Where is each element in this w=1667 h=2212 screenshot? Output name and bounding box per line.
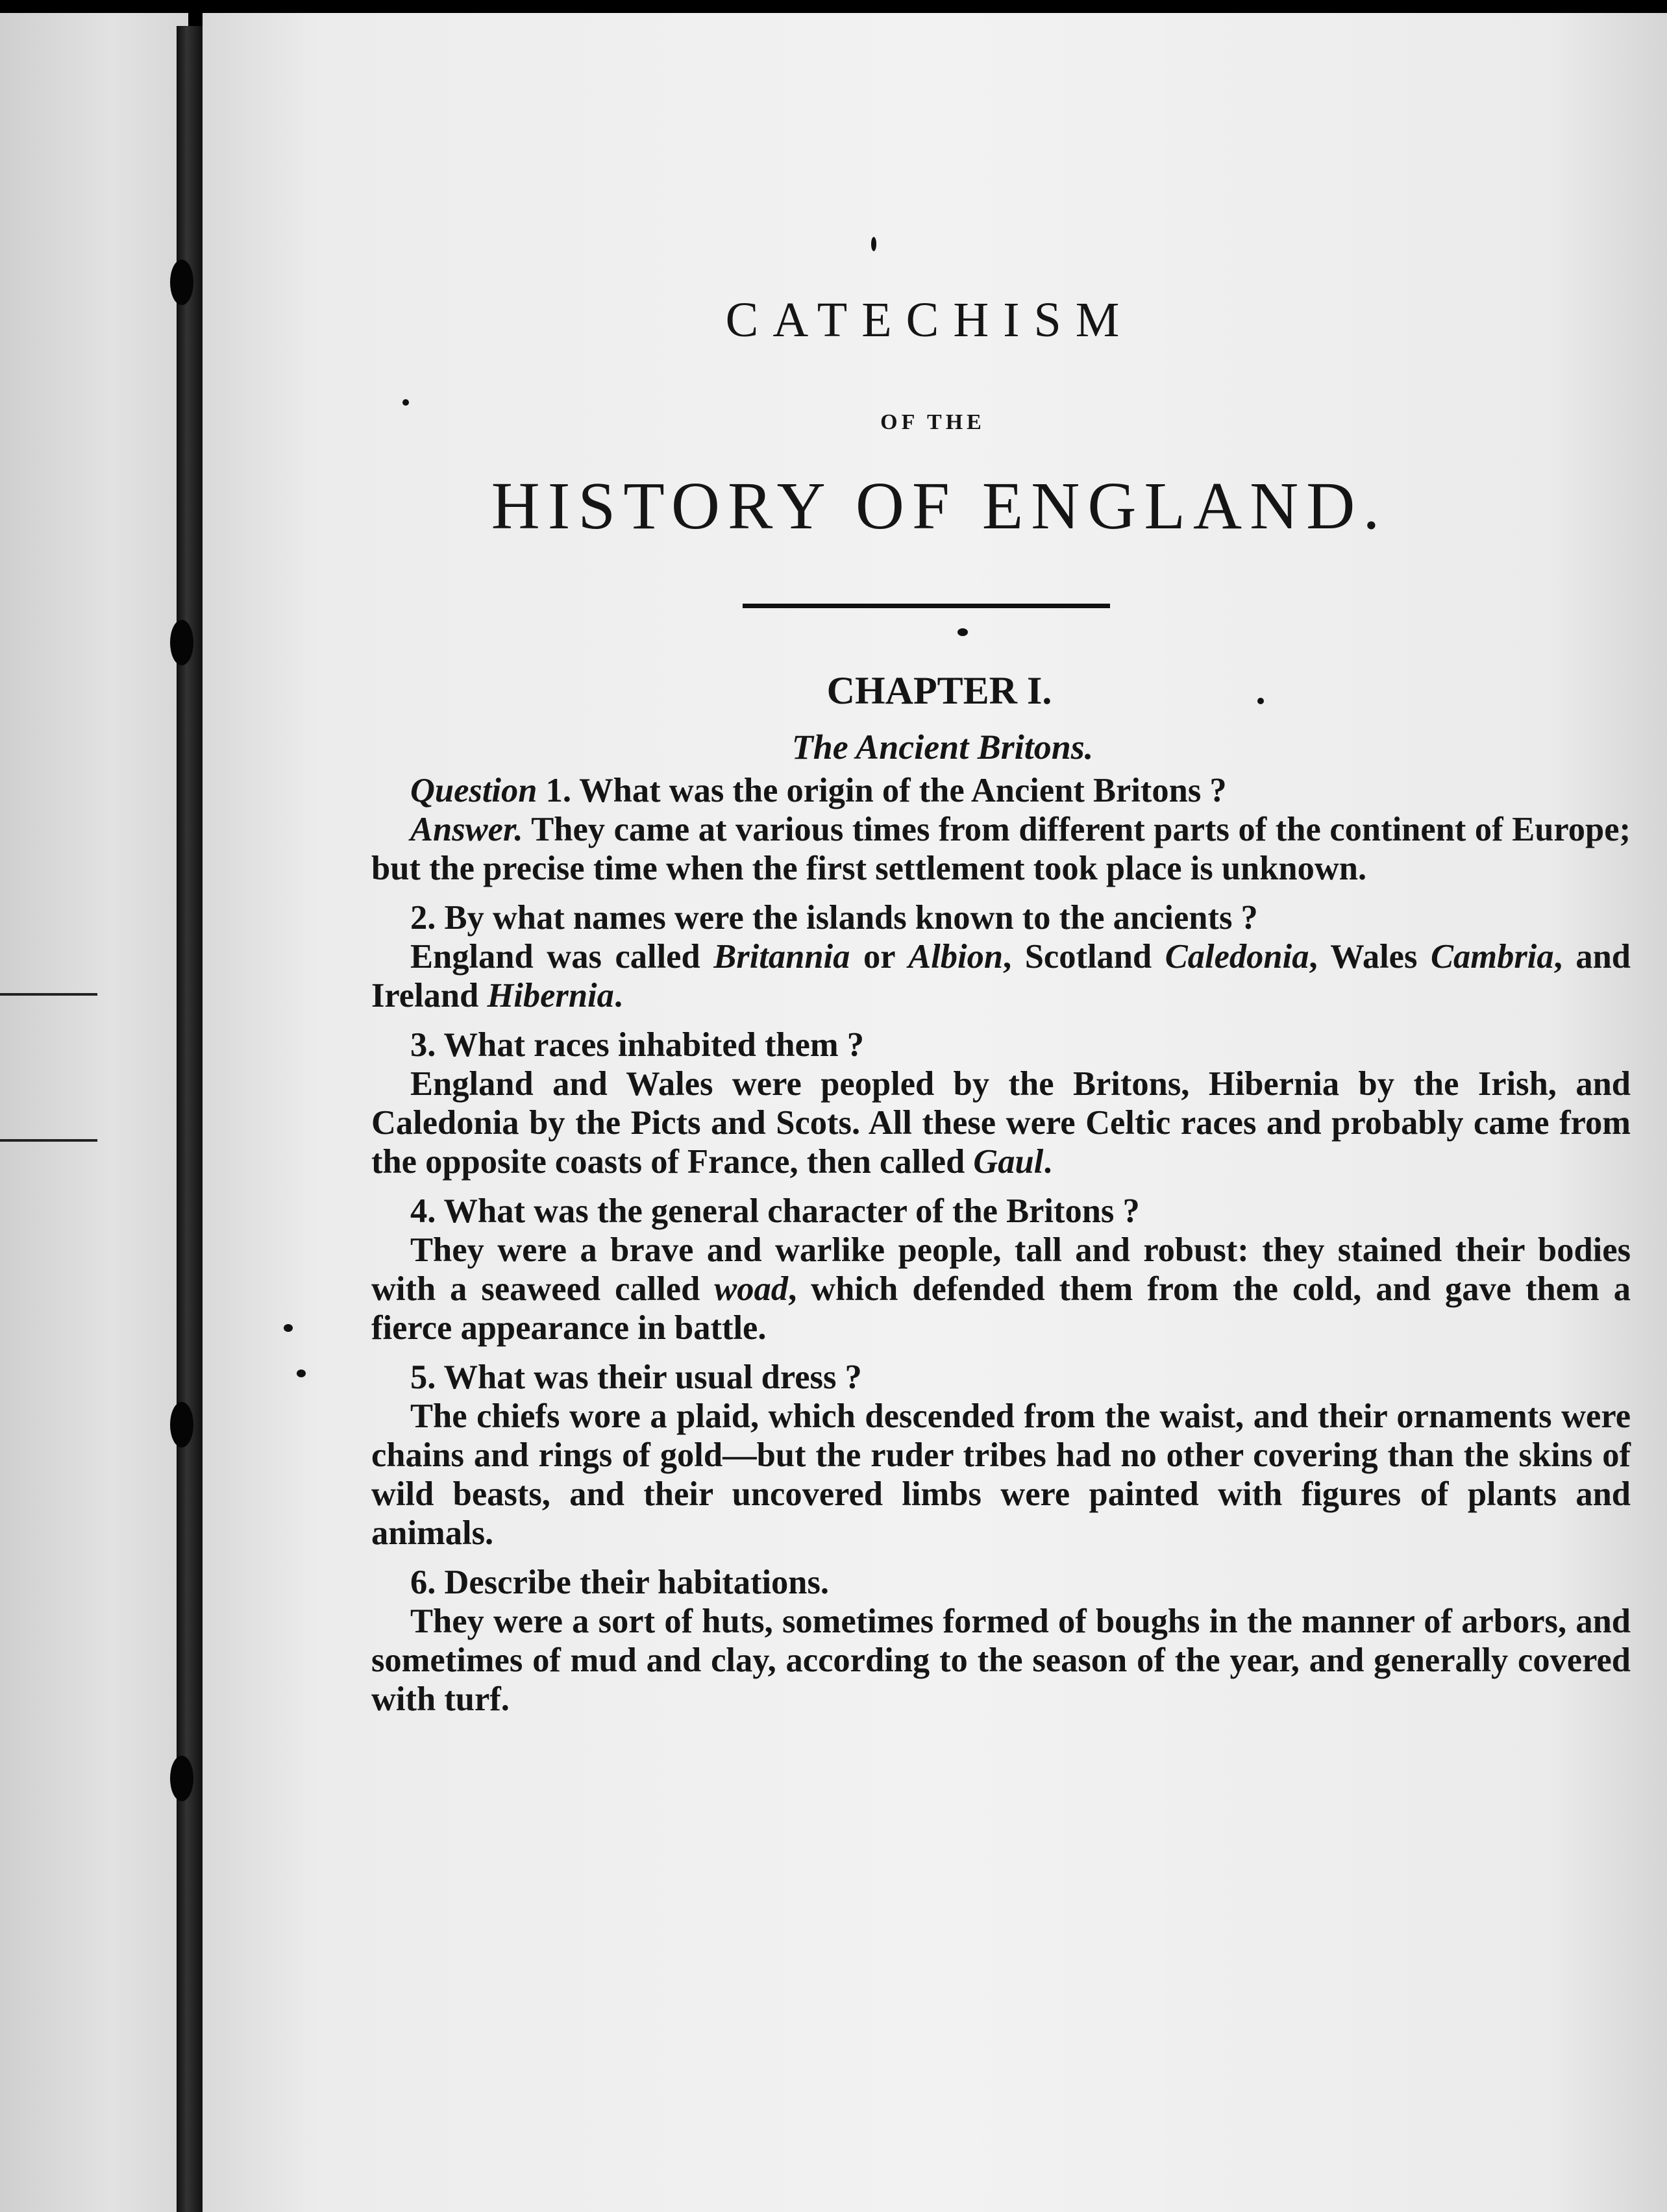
print-speck <box>1257 698 1264 704</box>
answer-text: , Scotland <box>1003 938 1165 976</box>
entry-1 <box>371 771 1631 888</box>
answer-text: They were a brave and warlike people, tall and robust: they stained their bodies with a seaweed called <box>371 1231 1631 1308</box>
answer-5: The chiefs wore a plaid, which descended from the waist, and their ornaments were chains and rings of gold—but the ruder tribes had no other covering than the skins of wild beasts, and their uncovered limbs were painted with figures of plants and animals. <box>371 1397 1631 1552</box>
entry-6 <box>371 1563 1631 1719</box>
title-catechism: CATECHISM <box>725 293 1134 347</box>
chapter-subtitle: The Ancient Britons. <box>791 728 1094 767</box>
answer-italic: woad <box>714 1270 789 1308</box>
book-page <box>203 13 1667 2212</box>
answer-italic: Caledonia <box>1165 938 1309 976</box>
title-of-the: OF THE <box>880 410 985 434</box>
question-6: 6. Describe their habitations. <box>410 1564 830 1601</box>
print-speck <box>957 628 968 636</box>
catechism-body <box>371 771 1631 1719</box>
left-page-rule <box>0 993 97 996</box>
left-page-rule <box>0 1139 97 1142</box>
question-label: Question <box>410 772 537 809</box>
answer-text: England and Wales were peopled by the Britons, Hibernia by the Irish, and Caledonia by the Picts and Scots. All these were Celtic races and probably came from the opposite coasts of France, then called <box>371 1065 1631 1181</box>
answer-italic: Cambria <box>1431 938 1554 976</box>
answer-text: , Wales <box>1309 938 1431 976</box>
title-history-of-england: HISTORY OF ENGLAND. <box>491 469 1388 543</box>
chapter-heading: CHAPTER I. <box>826 669 1052 712</box>
print-speck <box>871 237 876 251</box>
entry-4 <box>371 1192 1631 1347</box>
binding-stitch <box>170 1402 193 1447</box>
question-1 <box>371 771 1631 810</box>
answer-2 <box>371 937 1631 1015</box>
answer-text: England was called <box>410 938 714 976</box>
entry-2 <box>371 898 1631 1015</box>
binding-stitch <box>170 260 193 305</box>
answer-4 <box>371 1231 1631 1347</box>
answer-3 <box>371 1064 1631 1181</box>
question-4: 4. What was the general character of the Britons ? <box>410 1192 1140 1230</box>
answer-italic: Gaul <box>973 1143 1044 1181</box>
title-rule <box>743 604 1110 608</box>
left-page-edge <box>0 13 188 2212</box>
entry-3 <box>371 1026 1631 1181</box>
binding-stitch <box>170 1756 193 1801</box>
entry-5 <box>371 1358 1631 1553</box>
answer-1 <box>371 810 1631 888</box>
answer-text: , which defended them from the cold, and gave them a fierce appearance in battle. <box>371 1270 1631 1347</box>
answer-text: They came at various times from different parts of the continent of Europe; but the precise time when the first settlement took place is unknown. <box>371 811 1631 887</box>
print-speck <box>284 1324 293 1332</box>
binding-gutter <box>177 26 203 2212</box>
answer-text: or <box>850 938 909 976</box>
answer-text: , and Ireland <box>371 938 1631 1014</box>
answer-italic: Britannia <box>713 938 850 976</box>
question-2: 2. By what names were the islands known to the ancients ? <box>410 899 1258 937</box>
answer-italic: Hibernia <box>487 977 614 1014</box>
answer-label: Answer. <box>410 811 523 848</box>
binding-stitch <box>170 620 193 665</box>
answer-6: They were a sort of huts, sometimes formed of boughs in the manner of arbors, and sometimes of mud and clay, according to the season of the year, and generally covered with turf. <box>371 1603 1631 1718</box>
answer-text: . <box>613 977 623 1014</box>
question-5: 5. What was their usual dress ? <box>410 1358 862 1396</box>
question-3: 3. What races inhabited them ? <box>410 1026 865 1064</box>
question-text: 1. What was the origin of the Ancient Britons ? <box>537 772 1227 809</box>
answer-text: . <box>1043 1143 1052 1181</box>
answer-italic: Albion <box>908 938 1004 976</box>
print-speck <box>402 399 409 406</box>
print-speck <box>297 1370 306 1377</box>
